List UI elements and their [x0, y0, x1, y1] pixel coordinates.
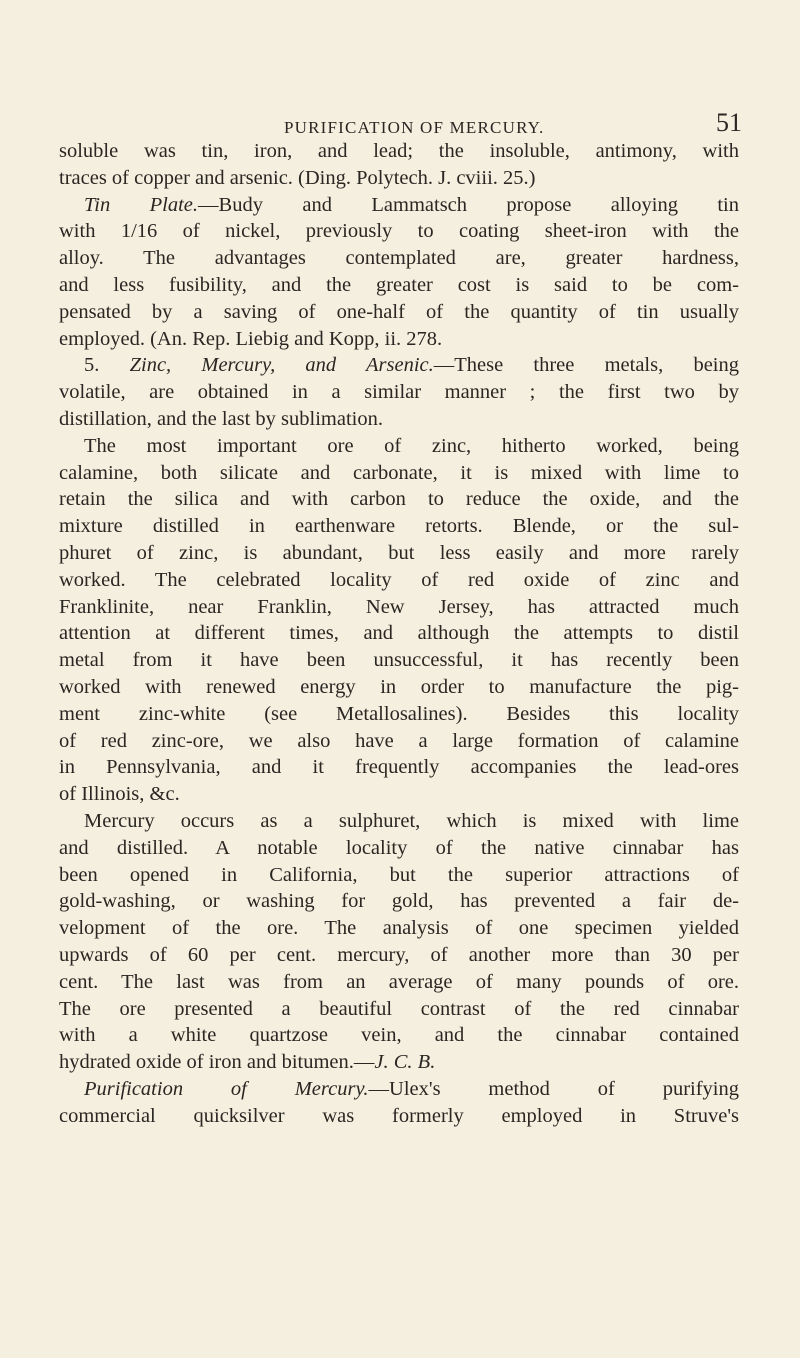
text-line — [59, 406, 739, 433]
text-line — [59, 192, 739, 219]
line-text: of Illinois, &c. — [59, 783, 180, 806]
line-text: metal from it have been unsuccessful, it has recently been — [59, 649, 739, 672]
text-line-content — [59, 460, 739, 487]
text-line-content — [59, 888, 739, 915]
text-line — [59, 326, 739, 353]
text-line-content — [84, 352, 739, 379]
line-text: with 1/16 of nickel, previously to coating sheet-iron with the — [59, 220, 739, 243]
text-line — [59, 620, 739, 647]
text-line — [59, 594, 739, 621]
text-line — [59, 888, 739, 915]
text-line-content — [59, 781, 739, 808]
running-title: PURIFICATION OF MERCURY. — [284, 118, 545, 137]
text-line-content — [59, 594, 739, 621]
text-line — [59, 674, 739, 701]
line-text: soluble was tin, iron, and lead; the insoluble, antimony, with — [59, 140, 739, 162]
line-text: traces of copper and arsenic. (Ding. Polytech. J. cviii. 25.) — [59, 166, 536, 189]
text-line — [59, 379, 739, 406]
text-line — [59, 1076, 739, 1103]
text-line — [59, 942, 739, 969]
text-line — [59, 728, 739, 755]
line-text: volatile, are obtained in a similar manner ; the first two by — [59, 381, 739, 404]
text-line — [59, 433, 739, 460]
text-line-content — [59, 1103, 739, 1130]
line-text: Franklinite, near Franklin, New Jersey, has attracted much — [59, 595, 739, 618]
line-text: The most important ore of zinc, hitherto worked, being — [84, 434, 739, 457]
text-line-content — [84, 808, 739, 835]
line-text: gold-washing, or washing for gold, has prevented a fair de- — [59, 890, 739, 913]
text-line — [59, 996, 739, 1023]
text-line — [59, 781, 739, 808]
page-number: 51 — [716, 108, 742, 137]
text-line-content — [59, 513, 739, 540]
line-text: with a white quartzose vein, and the cinnabar contained — [59, 1024, 739, 1047]
line-text: attention at different times, and although the attempts to distil — [59, 622, 739, 645]
text-line — [59, 245, 739, 272]
text-line-content — [59, 486, 739, 513]
line-text: cent. The last was from an average of many pounds of ore. — [59, 970, 739, 993]
text-line-content — [59, 567, 739, 594]
text-line — [59, 835, 739, 862]
text-line-content — [59, 915, 739, 942]
text-line-content — [59, 272, 739, 299]
text-line-content — [59, 620, 739, 647]
body-text — [59, 138, 739, 1129]
text-line — [59, 540, 739, 567]
text-line — [59, 513, 739, 540]
text-line — [59, 862, 739, 889]
text-line — [59, 138, 739, 165]
text-line-content — [59, 1022, 739, 1049]
text-line-content — [59, 326, 739, 353]
line-text: The ore presented a beautiful contrast of the red cinnabar — [59, 997, 739, 1020]
line-text: ment zinc-white (see Metallosalines). Besides this locality — [59, 702, 739, 725]
text-line — [59, 352, 739, 379]
text-line — [59, 969, 739, 996]
text-line-content — [59, 728, 739, 755]
line-text: and less fusibility, and the greater cost is said to be com- — [59, 273, 739, 296]
line-text: retain the silica and with carbon to reduce the oxide, and the — [59, 488, 739, 511]
text-line — [59, 1022, 739, 1049]
line-text: pensated by a saving of one-half of the quantity of tin usually — [59, 300, 739, 323]
text-line-content — [59, 299, 739, 326]
line-text: and distilled. A notable locality of the native cinnabar has — [59, 836, 739, 859]
text-line-content — [59, 996, 739, 1023]
line-text: —Budy and Lammatsch propose alloying tin — [198, 193, 740, 216]
text-line-content — [59, 165, 739, 192]
text-line-content — [59, 942, 739, 969]
line-text: distillation, and the last by sublimation. — [59, 407, 383, 430]
text-line-content — [59, 1049, 739, 1076]
line-text: Mercury occurs as a sulphuret, which is mixed with lime — [84, 809, 739, 832]
line-text: —Ulex's method of purifying — [368, 1077, 739, 1100]
text-line-content — [59, 862, 739, 889]
line-text: velopment of the ore. The analysis of one specimen yielded — [59, 917, 739, 940]
text-line-content — [59, 540, 739, 567]
line-text: of red zinc-ore, we also have a large formation of calamine — [59, 729, 739, 752]
line-text: —These three metals, being — [433, 354, 739, 377]
text-line — [59, 567, 739, 594]
text-line — [59, 218, 739, 245]
line-text: commercial quicksilver was formerly employed in Struve's — [59, 1104, 739, 1127]
text-line-content — [59, 969, 739, 996]
author-initials: J. C. B. — [374, 1051, 436, 1074]
text-line — [59, 272, 739, 299]
section-heading: Zinc, Mercury, and Arsenic. — [129, 354, 434, 377]
text-line-content — [84, 192, 739, 219]
text-line — [59, 460, 739, 487]
text-line — [59, 647, 739, 674]
text-line-content — [59, 406, 739, 433]
line-text: mixture distilled in earthenware retorts. Blende, or the sul- — [59, 515, 739, 538]
text-line — [59, 1049, 739, 1076]
text-line-content — [59, 754, 739, 781]
line-text: upwards of 60 per cent. mercury, of another more than 30 per — [59, 943, 739, 966]
line-text: alloy. The advantages contemplated are, greater hardness, — [59, 247, 739, 270]
line-text: hydrated oxide of iron and bitumen.— — [59, 1051, 375, 1074]
line-text: employed. (An. Rep. Liebig and Kopp, ii. 278. — [59, 327, 443, 350]
line-text: been opened in California, but the superior attractions of — [59, 863, 739, 886]
line-text: worked with renewed energy in order to manufacture the pig- — [59, 675, 739, 698]
line-text: phuret of zinc, is abundant, but less easily and more rarely — [59, 541, 739, 564]
text-line-content — [84, 433, 739, 460]
text-line-content — [84, 1076, 739, 1103]
text-line — [59, 915, 739, 942]
text-line — [59, 701, 739, 728]
line-text: calamine, both silicate and carbonate, it is mixed with lime to — [59, 461, 739, 484]
text-line — [59, 808, 739, 835]
text-line-content — [59, 218, 739, 245]
line-text: worked. The celebrated locality of red oxide of zinc and — [59, 568, 739, 591]
text-line-content — [59, 674, 739, 701]
text-line-content — [59, 138, 739, 165]
text-line — [59, 754, 739, 781]
line-text: in Pennsylvania, and it frequently accompanies the lead-ores — [59, 756, 739, 779]
text-line-content — [59, 245, 739, 272]
text-line — [59, 165, 739, 192]
text-line-content — [59, 647, 739, 674]
section-number: 5. — [84, 354, 130, 377]
text-line-content — [59, 835, 739, 862]
section-heading: Purification of Mercury. — [84, 1077, 369, 1100]
text-line-content — [59, 379, 739, 406]
text-line — [59, 1103, 739, 1130]
section-heading: Tin Plate. — [84, 193, 199, 216]
text-line-content — [59, 701, 739, 728]
text-line — [59, 299, 739, 326]
text-line — [59, 486, 739, 513]
